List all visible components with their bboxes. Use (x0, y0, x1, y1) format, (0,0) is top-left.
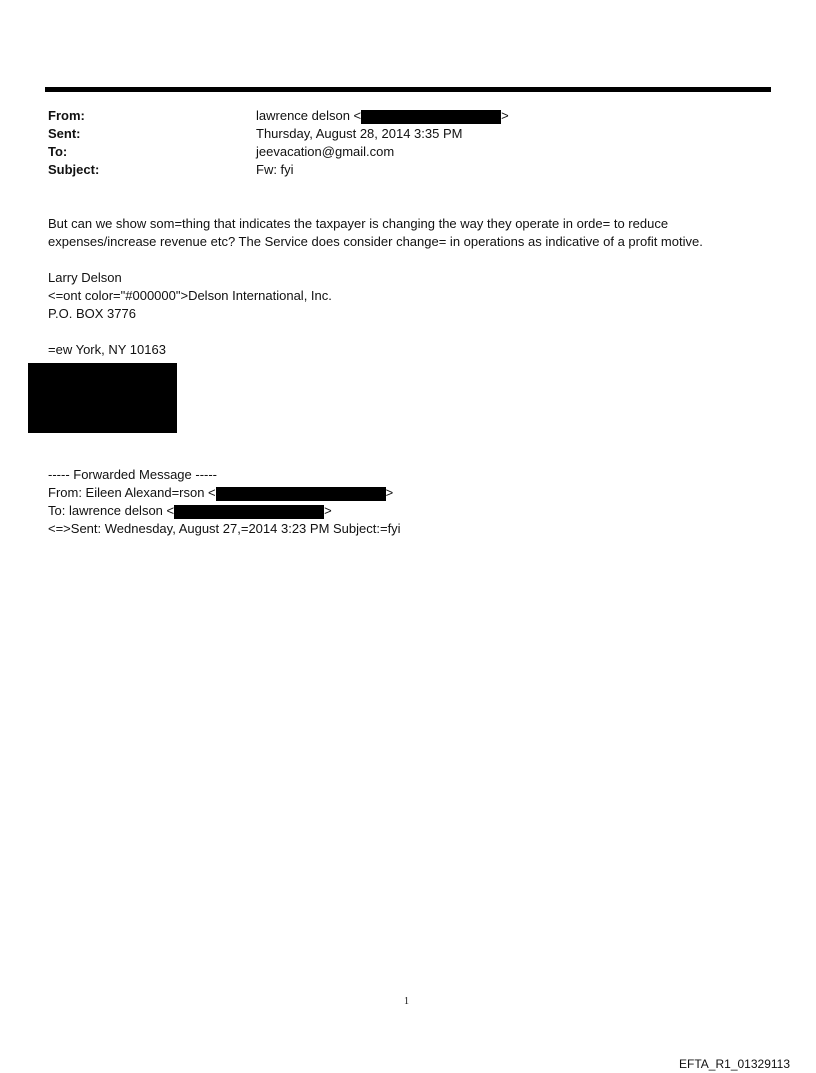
signature-company: <=ont color="#000000">Delson International, Inc. (48, 288, 332, 303)
header-divider (45, 87, 771, 92)
forwarded-sent-subject: <=>Sent: Wednesday, August 27,=2014 3:23 PM Subject:=fyi (48, 521, 401, 536)
signature-po-box: P.O. BOX 3776 (48, 306, 136, 321)
redaction-box (361, 110, 501, 124)
body-line-2: expenses/increase revenue etc? The Service does consider change= in operations as indicative of a profit motive. (48, 234, 703, 249)
signature-name: Larry Delson (48, 270, 122, 285)
sent-value: Thursday, August 28, 2014 3:35 PM (256, 126, 463, 141)
forwarded-from: From: Eileen Alexand=rson < > (48, 485, 394, 500)
sent-label: Sent: (48, 126, 81, 141)
forwarded-divider: ----- Forwarded Message ----- (48, 467, 218, 482)
subject-label: Subject: (48, 162, 100, 177)
bates-number: EFTA_R1_01329113 (679, 1057, 790, 1071)
body-line-1: But can we show som=thing that indicates the taxpayer is changing the way they operate in orde= to reduce (48, 216, 669, 231)
redaction-box (216, 487, 386, 501)
forwarded-to: To: lawrence delson < > (48, 503, 332, 518)
subject-value: Fw: fyi (256, 162, 294, 177)
from-label: From: (48, 108, 85, 123)
to-value: jeevacation@gmail.com (256, 144, 395, 159)
signature-city: =ew York, NY 10163 (48, 342, 166, 357)
page-number: 1 (404, 996, 409, 1007)
to-label: To: (48, 144, 68, 159)
redaction-block (28, 363, 177, 433)
from-value: lawrence delson < > (256, 108, 509, 123)
redaction-box (174, 505, 324, 519)
